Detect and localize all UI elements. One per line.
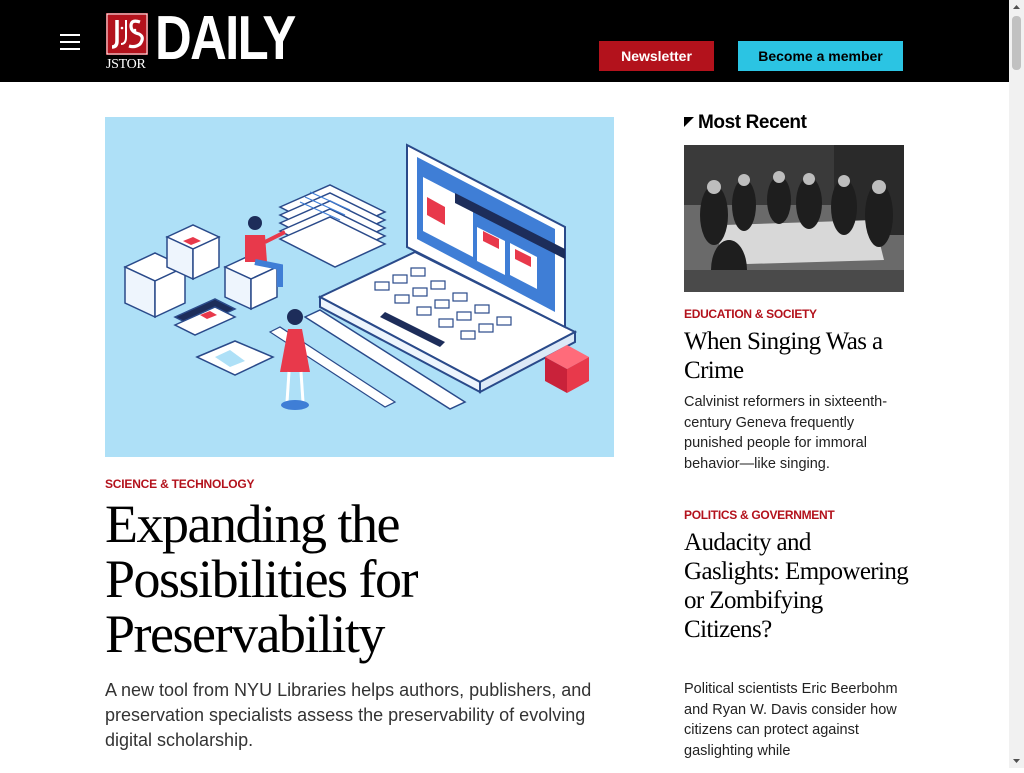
article-category[interactable]: EDUCATION & SOCIETY	[684, 307, 817, 321]
article-description: Political scientists Eric Beerbohm and Ryan W. Davis consider how citizens can protect against gaslighting while	[684, 681, 898, 759]
newsletter-button[interactable]: Newsletter	[599, 41, 714, 71]
article-description: Calvinist reformers in sixteenth-century Geneva frequently punished people for immoral behavior—like singing.	[684, 394, 888, 472]
logo-jstor-text[interactable]: JSTOR	[106, 57, 146, 72]
corner-triangle-icon	[684, 117, 694, 127]
most-recent-label: Most Recent	[698, 112, 807, 133]
article-category[interactable]: POLITICS & GOVERNMENT	[684, 508, 835, 522]
engraving-thumbnail	[684, 145, 904, 292]
feature-title[interactable]: Expanding the Possibilities for Preservability	[105, 494, 418, 664]
menu-icon[interactable]	[60, 34, 80, 50]
article-title[interactable]: When Singing Was a Crime	[684, 328, 883, 384]
scrollbar-thumb[interactable]	[1012, 16, 1021, 70]
site-header	[0, 0, 1009, 82]
article-thumbnail[interactable]	[684, 145, 904, 292]
jstor-logo-icon[interactable]	[106, 13, 148, 55]
feature-description: A new tool from NYU Libraries helps authors, publishers, and preservation specialists assess the preservability of evolving digital scholarship.	[105, 680, 592, 750]
feature-category[interactable]: SCIENCE & TECHNOLOGY	[105, 477, 255, 491]
feature-illustration[interactable]	[105, 117, 614, 457]
scrollbar[interactable]	[1009, 0, 1024, 768]
article-title[interactable]: Audacity and Gaslights: Empowering or Zombifying Citizens?	[684, 529, 909, 643]
become-member-button[interactable]: Become a member	[738, 41, 903, 71]
scroll-up-icon[interactable]	[1009, 0, 1024, 15]
logo-daily-text[interactable]: DAILY	[155, 4, 295, 73]
scroll-down-icon[interactable]	[1009, 753, 1024, 768]
feature-illustration-art	[105, 117, 614, 457]
most-recent-heading	[684, 112, 807, 134]
